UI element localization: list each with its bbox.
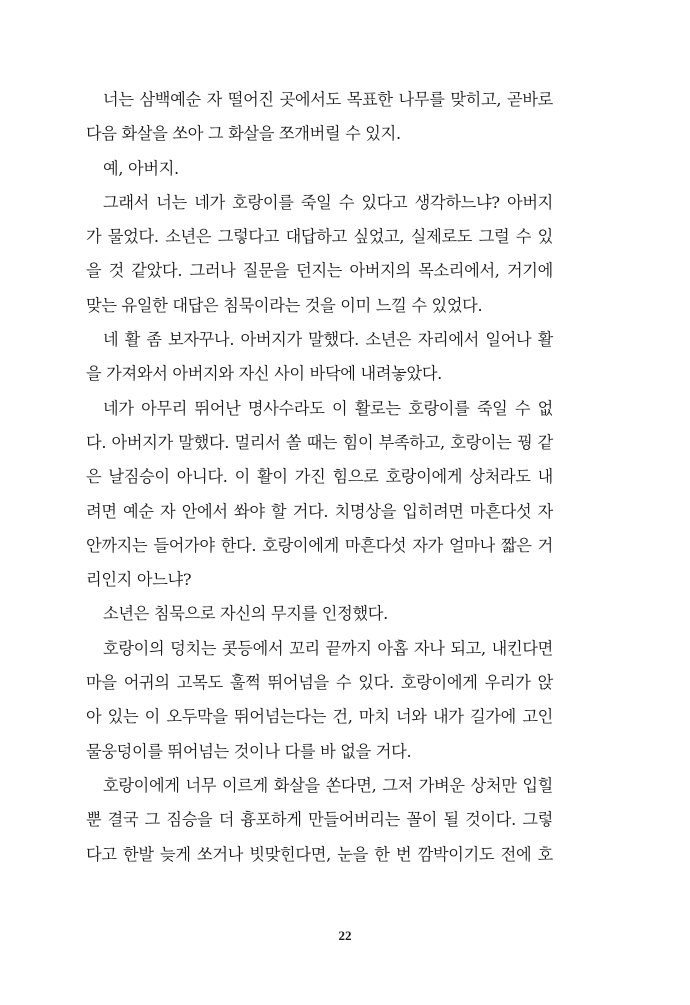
- text-line: 아 있는 이 오두막을 뛰어넘는다는 건, 마치 너와 내가 길가에 고인: [86, 707, 553, 727]
- text-line: 네 활 좀 보자꾸나. 아버지가 말했다. 소년은 자리에서 일어나 활: [103, 330, 553, 350]
- text-line: 물웅덩이를 뛰어넘는 것이나 다를 바 없을 거다.: [86, 741, 412, 761]
- text-line: 네가 아무리 뛰어난 명사수라도 이 활로는 호랑이를 죽일 수 없: [103, 398, 553, 418]
- text-line: 안까지는 들어가야 한다. 호랑이에게 마흔다섯 자가 얼마나 짧은 거: [86, 535, 553, 555]
- text-line: 맞는 유일한 대답은 침묵이라는 것을 이미 느낄 수 있었다.: [86, 295, 483, 315]
- paragraph: [86, 632, 553, 769]
- paragraph: [86, 83, 553, 152]
- text-line: 호랑이에게 너무 이르게 화살을 쏜다면, 그저 가벼운 상처만 입힐: [103, 775, 553, 795]
- text-line: 을 것 같았다. 그러나 질문을 던지는 아버지의 목소리에서, 거기에: [86, 261, 553, 281]
- paragraph: [86, 769, 553, 872]
- page-number: 22: [338, 928, 352, 943]
- text-line: 너는 삼백예순 자 떨어진 곳에서도 목표한 나무를 맞히고, 곧바로: [103, 90, 553, 109]
- paragraph: [86, 186, 553, 323]
- paragraph: [86, 152, 553, 186]
- paragraph: [86, 323, 553, 392]
- text-line: 을 가져와서 아버지와 자신 사이 바닥에 내려놓았다.: [86, 364, 442, 384]
- text-line: 예, 아버지.: [103, 158, 179, 178]
- text-line: 다음 화살을 쏘아 그 화살을 쪼개버릴 수 있지.: [86, 124, 401, 144]
- body-text: [86, 83, 553, 872]
- text-line: 호랑이의 덩치는 콧등에서 꼬리 끝까지 아홉 자나 되고, 내킨다면: [103, 638, 553, 658]
- text-line: 가 물었다. 소년은 그렇다고 대답하고 싶었고, 실제로도 그럴 수 있: [86, 227, 553, 247]
- text-line: 마을 어귀의 고목도 훌쩍 뛰어넘을 수 있다. 호랑이에게 우리가 앉: [86, 673, 553, 693]
- text-line: 은 날짐승이 아니다. 이 활이 가진 힘으로 호랑이에게 상처라도 내: [86, 467, 553, 487]
- text-line: 다. 아버지가 말했다. 멀리서 쏠 때는 힘이 부족하고, 호랑이는 꿩 같: [86, 432, 553, 452]
- paragraph: [86, 597, 553, 631]
- text-line: 리인지 아느냐?: [86, 570, 192, 590]
- text-line: 려면 예순 자 안에서 쏴야 할 거다. 치명상을 입히려면 마흔다섯 자: [86, 501, 553, 521]
- text-line: 소년은 침묵으로 자신의 무지를 인정했다.: [103, 604, 388, 624]
- text-line: 그래서 너는 네가 호랑이를 죽일 수 있다고 생각하느냐? 아버지: [103, 192, 553, 212]
- text-line: 뿐 결국 그 짐승을 더 흉포하게 만들어버리는 꼴이 될 것이다. 그렇: [86, 810, 553, 830]
- paragraph: [86, 392, 553, 598]
- text-line: 다고 한발 늦게 쏘거나 빗맞힌다면, 눈을 한 번 깜박이기도 전에 호: [86, 844, 553, 864]
